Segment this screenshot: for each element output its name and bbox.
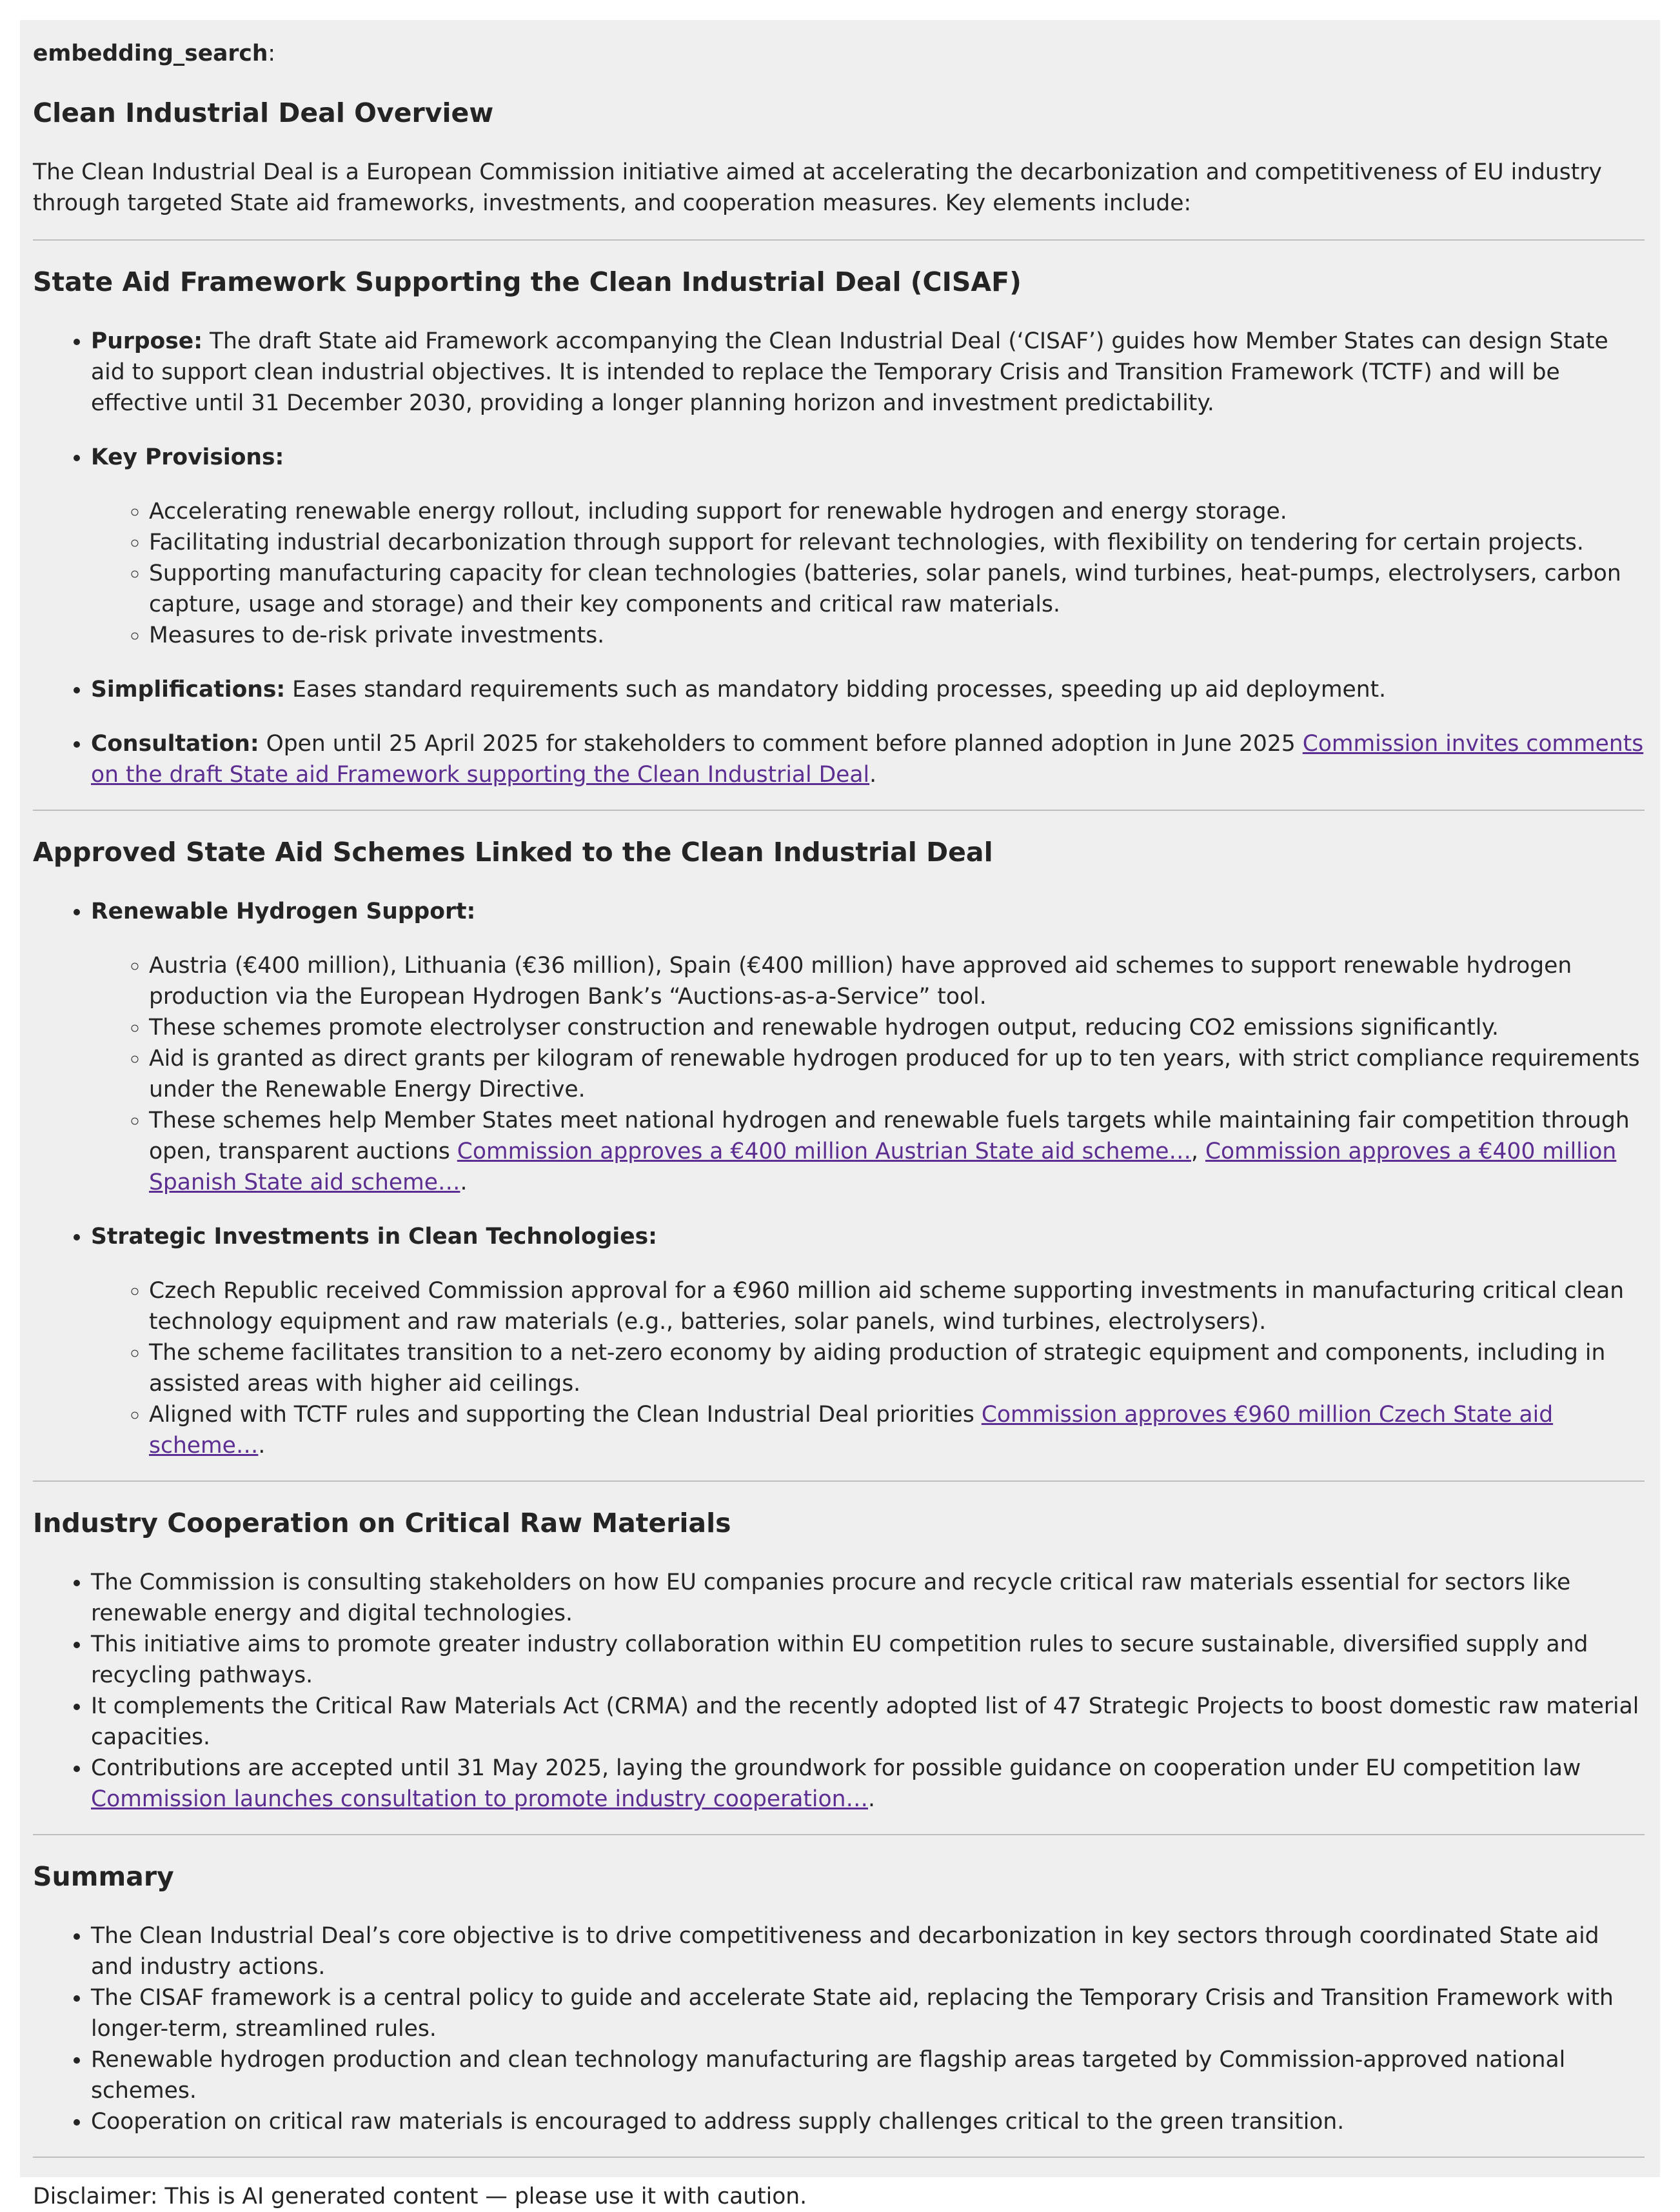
crm-title: Industry Cooperation on Critical Raw Materials [33,1508,731,1539]
list-item: ◦ Austria (€400 million), Lithuania (€36 million), Spain (€400 million) have approved aid schemes to support renewable hydrogen production via the European Hydrogen Bank’s “Auctions-as-a-Service” tool. [149,950,1645,1012]
list-item: ◦ Supporting manufacturing capacity for clean technologies (batteries, solar panels, wind turbines, heat-pumps, electrolysers, carbon capture, usage and storage) and their key components and critical raw materials. [149,558,1645,620]
cleantech-sublist [91,1275,1645,1461]
list-item: ◦ Aid is granted as direct grants per kilogram of renewable hydrogen produced for up to ten years, with strict compliance requirements under the Renewable Energy Directive. [149,1043,1645,1105]
list-item: ◦ The scheme facilitates transition to a net-zero economy by aiding production of strategic equipment and components, including in assisted areas with higher aid ceilings. [149,1337,1645,1399]
crm-list [33,1567,1645,1815]
list-item: • Consultation: Open until 25 April 2025 for stakeholders to comment before planned adoption in June 2025 Commission invites comments on the draft State aid Framework supporting the Clean Industrial Deal. [91,728,1645,790]
list-item: • It complements the Critical Raw Materials Act (CRMA) and the recently adopted list of 47 Strategic Projects to boost domestic raw material capacities. [91,1691,1645,1753]
cisaf-list [33,326,1645,790]
divider [33,1480,1645,1482]
summary-title: Summary [33,1861,174,1892]
approved-title: Approved State Aid Schemes Linked to the Clean Industrial Deal [33,837,993,868]
list-item: • Renewable hydrogen production and clean technology manufacturing are flagship areas targeted by Commission-approved national schemes. [91,2044,1645,2106]
list-item: • Purpose: The draft State aid Framework accompanying the Clean Industrial Deal (‘CISAF’) guides how Member States can design State aid to support clean industrial objectives. It is intended to replace the Temporary Crisis and Transition Framework (TCTF) and will be effective until 31 December 2030, providing a longer planning horizon and investment predictability. [91,326,1645,419]
response-panel [20,20,1660,2209]
list-item: ◦ Czech Republic received Commission approval for a €960 million aid scheme supporting investments in manufacturing critical clean technology equipment and raw materials (e.g., batteries, solar panels, wind turbines, electrolysers). [149,1275,1645,1337]
divider [33,1834,1645,1835]
overview-intro: The Clean Industrial Deal is a European Commission initiative aimed at accelerating the decarbonization and competitiveness of EU industry through targeted State aid frameworks, investments, and cooperation measures. Key elements include: [33,159,1602,216]
list-item: ◦ These schemes promote electrolyser construction and renewable hydrogen output, reducing CO2 emissions significantly. [149,1012,1645,1043]
list-item: • The CISAF framework is a central policy to guide and accelerate State aid, replacing the Temporary Crisis and Transition Framework with longer-term, streamlined rules. [91,1982,1645,2044]
disclaimer: Disclaimer: This is AI generated content — please use it with caution. [33,2184,807,2209]
consultation-link[interactable]: Commission invites comments on the draft State aid Framework supporting the Clean Industrial Deal [91,731,1644,788]
hydrogen-sublist [91,950,1645,1198]
overview-title: Clean Industrial Deal Overview [33,97,494,128]
list-item: • This initiative aims to promote greater industry collaboration within EU competition rules to secure sustainable, diversified supply and recycling pathways. [91,1629,1645,1691]
list-item: • Contributions are accepted until 31 May 2025, laying the groundwork for possible guidance on cooperation under EU competition law Commission launches consultation to promote industry cooperation…. [91,1753,1645,1815]
crm-consultation-link[interactable]: Commission launches consultation to promote industry cooperation… [91,1786,868,1812]
provisions-sublist [91,496,1645,651]
list-item: • Cooperation on critical raw materials is encouraged to address supply challenges critical to the green transition. [91,2106,1645,2137]
summary-list [33,1920,1645,2137]
divider [33,810,1645,811]
list-item: • Strategic Investments in Clean Technologies: ◦ Czech Republic received Commission approval for a €960 million aid scheme supporting investments in manufacturing critical clean technology equipment and raw materials (e.g., batteries, solar panels, wind turbines, electrolysers). ◦ The scheme facilitates transition to a net-zero economy by aiding production of strategic equipment and components, including in assisted areas with higher aid ceilings. ◦ Aligned with TCTF rules and supporting the Clean Industrial Deal priorities Commission approves €960 million Czech State aid scheme…. [91,1221,1645,1461]
list-item: ◦ Aligned with TCTF rules and supporting the Clean Industrial Deal priorities Commission approves €960 million Czech State aid scheme…. [149,1399,1645,1461]
list-item: ◦ These schemes help Member States meet national hydrogen and renewable fuels targets while maintaining fair competition through open, transparent auctions Commission approves a €400 million Austrian State aid scheme…, Commission approves a €400 million Spanish State aid scheme…. [149,1105,1645,1198]
list-item: ◦ Facilitating industrial decarbonization through support for relevant technologies, with flexibility on tendering for certain projects. [149,527,1645,558]
spanish-scheme-link[interactable]: Commission approves a €400 million Spanish State aid scheme… [149,1139,1617,1195]
list-item: • Simplifications: Eases standard requirements such as mandatory bidding processes, speeding up aid deployment. [91,674,1645,705]
list-item: • The Commission is consulting stakeholders on how EU companies procure and recycle critical raw materials essential for sectors like renewable energy and digital technologies. [91,1567,1645,1629]
divider [33,239,1645,241]
list-item: ◦ Accelerating renewable energy rollout, including support for renewable hydrogen and energy storage. [149,496,1645,527]
list-item: • The Clean Industrial Deal’s core objective is to drive competitiveness and decarbonization in key sectors through coordinated State aid and industry actions. [91,1920,1645,1982]
czech-scheme-link[interactable]: Commission approves €960 million Czech State aid scheme… [149,1402,1554,1459]
tool-label: embedding_search: [33,41,276,66]
list-item: ◦ Measures to de-risk private investments. [149,620,1645,651]
approved-list [33,896,1645,1461]
list-item: • Key Provisions: ◦ Accelerating renewable energy rollout, including support for renewable hydrogen and energy storage. ◦ Facilitating industrial decarbonization through support for relevant technologies, with flexibility on tendering for certain projects. ◦ Supporting manufacturing capacity for clean technologies (batteries, solar panels, wind turbines, heat-pumps, electrolysers, carbon capture, usage and storage) and their key components and critical raw materials. ◦ Measures to de-risk private investments. [91,442,1645,651]
austrian-scheme-link[interactable]: Commission approves a €400 million Austrian State aid scheme… [457,1139,1192,1164]
cisaf-title: State Aid Framework Supporting the Clean Industrial Deal (CISAF) [33,266,1022,297]
divider [33,2157,1645,2158]
list-item: • Renewable Hydrogen Support: ◦ Austria (€400 million), Lithuania (€36 million), Spain (€400 million) have approved aid schemes to support renewable hydrogen production via the European Hydrogen Bank’s “Auctions-as-a-Service” tool. ◦ These schemes promote electrolyser construction and renewable hydrogen output, reducing CO2 emissions significantly. ◦ Aid is granted as direct grants per kilogram of renewable hydrogen produced for up to ten years, with strict compliance requirements under the Renewable Energy Directive. ◦ These schemes help Member States meet national hydrogen and renewable fuels targets while maintaining fair competition through open, transparent auctions Commission approves a €400 million Austrian State aid scheme…, Commission approves a €400 million Spanish State aid scheme…. [91,896,1645,1198]
